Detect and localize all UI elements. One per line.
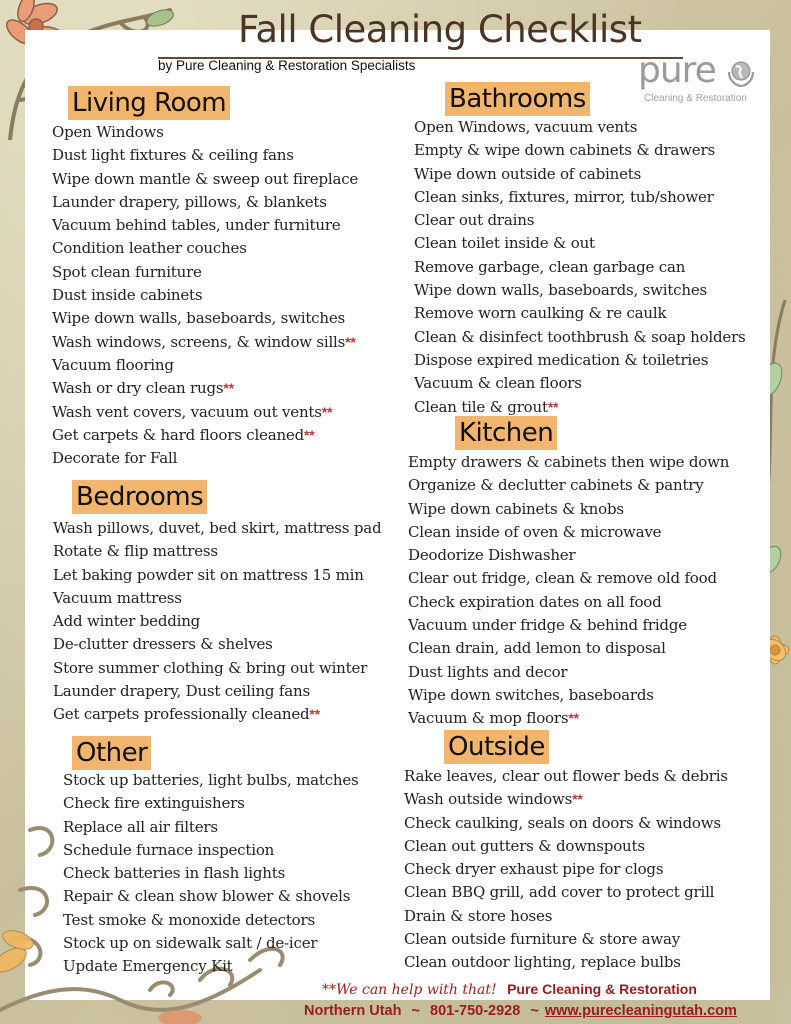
checklist-item: Clean inside of oven & microwave [408,522,662,541]
checklist-item: Clear out drains [414,211,535,230]
heading-kitchen: Kitchen [455,416,557,450]
kitchen-list [408,451,729,731]
checklist-item: Dust light fixtures & ceiling fans [52,146,294,165]
footer-company: Pure Cleaning & Restoration [507,981,697,997]
checklist-item: Rake leaves, clear out flower beds & debris [404,767,728,785]
checklist-item: Remove worn caulking & re caulk [414,304,667,323]
checklist-item: Stock up on sidewalk salt / de-icer [63,934,318,953]
checklist-item: Remove garbage, clean garbage can [414,257,686,276]
checklist-item: Deodorize Dishwasher [408,546,576,565]
checklist-item: Clean outside furniture & store away [404,930,681,949]
byline: by Pure Cleaning & Restoration Specialists [158,58,416,73]
checklist-item: Clean drain, add lemon to disposal [408,639,666,658]
checklist-item: Clean tile & grout** [414,397,559,416]
checklist-item: Wash vent covers, vacuum out vents** [52,402,333,421]
checklist-item: Wash outside windows** [404,790,583,809]
checklist-item: Vacuum mattress [53,588,182,607]
checklist-item: Replace all air filters [63,817,218,836]
footer-note: **We can help with that! [322,982,497,998]
checklist-item: Dispose expired medication & toiletries [414,350,709,369]
checklist-item: Clean sinks, fixtures, mirror, tub/shower [414,187,714,206]
checklist-item: Clean out gutters & downspouts [404,836,645,855]
checklist-item: Wipe down mantle & sweep out fireplace [52,169,359,188]
checklist-item: Clean & disinfect toothbrush & soap holders [414,327,746,346]
checklist-item: Wipe down walls, baseboards, switches [414,281,708,300]
checklist-item: Clear out fridge, clean & remove old food [408,569,717,588]
checklist-item: Wash or dry clean rugs** [52,379,234,398]
checklist-item: Wipe down cabinets & knobs [408,499,624,518]
checklist-item: Organize & declutter cabinets & pantry [408,476,704,495]
checklist-item: Let baking powder sit on mattress 15 min [53,565,364,584]
footer-separator: ~ [411,1003,420,1019]
footer-phone: 801-750-2928 [430,1003,521,1019]
checklist-item: Check expiration dates on all food [408,592,662,611]
checklist-item: Check caulking, seals on doors & windows [404,813,721,832]
checklist-item: Vacuum & clean floors [414,374,582,393]
checklist-item: Condition leather couches [52,239,247,258]
heading-outside: Outside [444,730,549,764]
checklist-item: Decorate for Fall [52,449,178,468]
checklist-item: Vacuum flooring [52,355,174,374]
checklist-item: Test smoke & monoxide detectors [63,910,315,929]
checklist-item: Vacuum behind tables, under furniture [52,216,341,235]
heading-bedrooms: Bedrooms [72,480,207,514]
checklist-item: Wipe down walls, baseboards, switches [52,309,346,328]
checklist-item: Vacuum under fridge & behind fridge [408,616,687,635]
checklist-item: Vacuum & mop floors** [408,709,579,728]
checklist-item: Clean BBQ grill, add cover to protect grill [404,883,715,902]
page-title: Fall Cleaning Checklist [238,8,642,51]
checklist-item: Clean toilet inside & out [414,234,595,253]
checklist-item: Stock up batteries, light bulbs, matches [63,771,359,789]
checklist-item: Store summer clothing & bring out winter [53,658,368,677]
checklist-item: Open Windows, vacuum vents [414,118,638,136]
checklist-item: Check fire extinguishers [63,794,245,813]
checklist-item: Empty & wipe down cabinets & drawers [414,141,715,160]
logo-subtitle: Cleaning & Restoration [644,93,747,104]
globe-in-hands-icon [726,58,756,88]
checklist-item: Spot clean furniture [52,262,202,281]
checklist-item: Schedule furnace inspection [63,840,275,859]
checklist-item: Add winter bedding [53,612,201,631]
checklist-item: Wash pillows, duvet, bed skirt, mattress pad [53,519,382,537]
footer-contact [304,1003,737,1019]
checklist-item: Open Windows [52,123,164,141]
checklist-item: Update Emergency Kit [63,957,233,976]
checklist-item: Wipe down outside of cabinets [414,164,642,183]
heading-bathrooms: Bathrooms [445,82,590,116]
checklist-item: Check dryer exhaust pipe for clogs [404,860,664,879]
checklist-item: Dust lights and decor [408,662,568,681]
living-room-list [52,121,358,470]
checklist-item: Wipe down switches, baseboards [408,685,654,704]
checklist-item: De-clutter dressers & shelves [53,635,273,654]
logo-wordmark: pure [638,50,716,91]
checklist-item: Drain & store hoses [404,906,553,925]
checklist-item: Get carpets & hard floors cleaned** [52,425,315,444]
checklist-item: Clean outdoor lighting, replace bulbs [404,953,681,972]
checklist-item: Empty drawers & cabinets then wipe down [408,453,730,471]
checklist-item: Wash windows, screens, & window sills** [52,332,356,351]
checklist-item: Check batteries in flash lights [63,864,286,883]
pure-logo [638,50,763,108]
heading-living-room: Living Room [68,86,230,120]
checklist-item: Launder drapery, pillows, & blankets [52,192,327,211]
checklist-item: Rotate & flip mattress [53,542,218,561]
footer-cta [322,981,697,998]
checklist-item: Get carpets professionally cleaned** [53,705,320,724]
footer-separator: ~ [530,1003,539,1019]
outside-list [404,765,728,975]
other-list [63,769,359,979]
checklist-item: Repair & clean show blower & shovels [63,887,351,906]
bedrooms-list [53,517,381,727]
heading-other: Other [72,736,151,770]
checklist-item: Launder drapery, Dust ceiling fans [53,682,310,701]
footer-region: Northern Utah [304,1003,402,1019]
checklist-item: Dust inside cabinets [52,286,203,305]
website-link[interactable]: www.purecleaningutah.com [544,1003,737,1019]
bathrooms-list [414,116,746,419]
